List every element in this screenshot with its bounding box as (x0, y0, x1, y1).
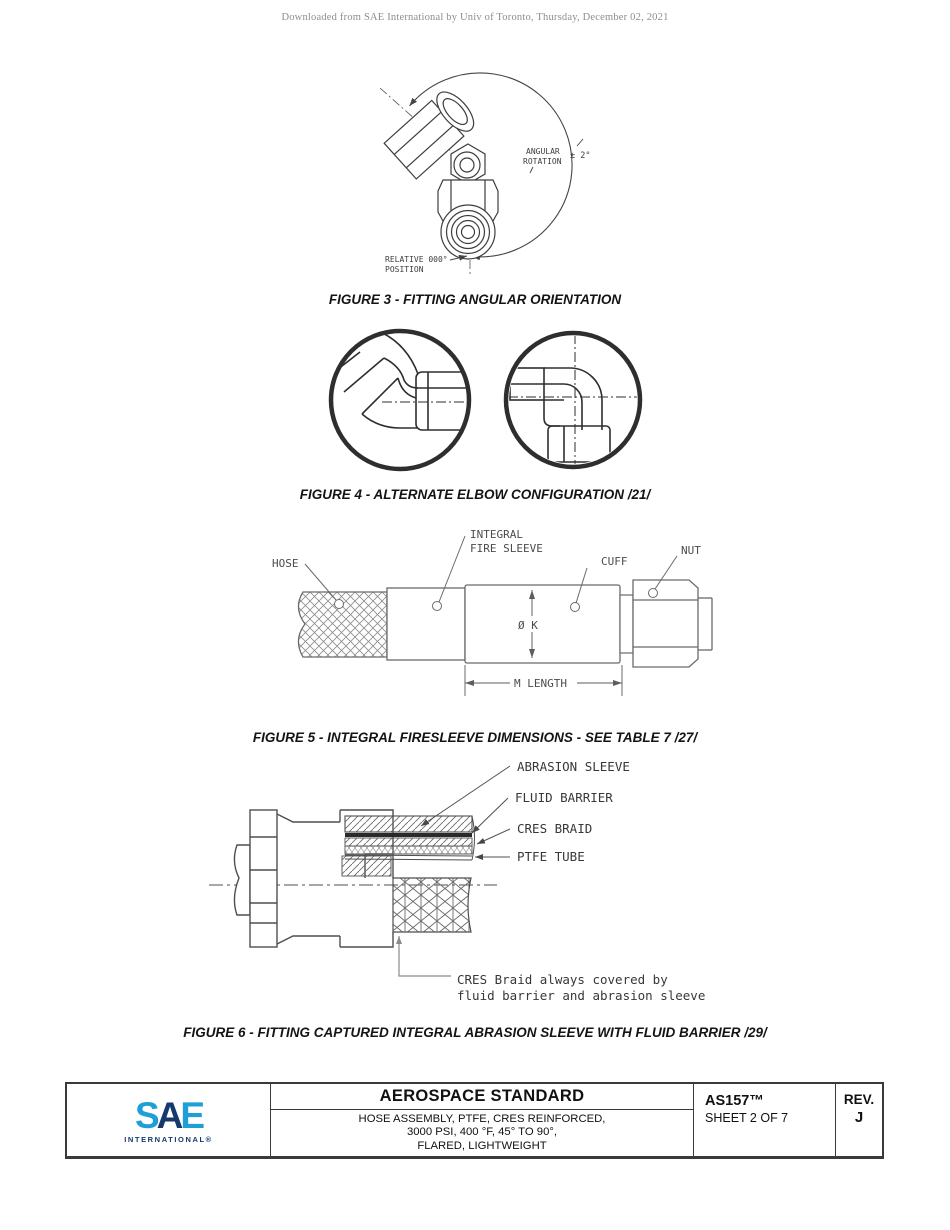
sae-letter-a: A (156, 1094, 181, 1136)
elbow-45-detail (324, 330, 470, 469)
nut-label: NUT (681, 544, 701, 557)
title-block (65, 1082, 884, 1159)
abrasion-sleeve-band (345, 816, 472, 832)
cuff-label: CUFF (601, 555, 628, 568)
nut-section (633, 580, 712, 667)
angular-rotation-label-line2: ROTATION (523, 157, 562, 166)
description-line2: 3000 PSI, 400 °F, 45° TO 90°, (406, 1126, 558, 1139)
logo-cell (67, 1084, 270, 1156)
figure3-drawing (330, 60, 660, 290)
hose-layers (345, 816, 475, 860)
revision-label: REV. (843, 1092, 875, 1107)
angular-rotation-label-line1: ANGULAR (526, 147, 560, 156)
relative-position-label-line1: RELATIVE 000° (385, 255, 448, 264)
abrasion-sleeve-label: ABRASION SLEEVE (517, 759, 630, 774)
download-note: Downloaded from SAE International by Univ of Toronto, Thursday, December 02, 2021 (281, 12, 669, 23)
cuff-section (465, 585, 620, 663)
m-length-label: M LENGTH (514, 677, 567, 690)
document-number: AS157™ (705, 1093, 764, 1109)
ptfe-tube-label: PTFE TUBE (517, 849, 585, 864)
braid-note-line2: fluid barrier and abrasion sleeve (457, 988, 706, 1003)
figure5-caption: FIGURE 5 - INTEGRAL FIRESLEEVE DIMENSIONS - SEE TABLE 7 /27/ (252, 730, 698, 745)
m-length-dimension (465, 665, 622, 696)
angular-tolerance-label: ± 2° (570, 151, 591, 161)
fitting-lower-nut (438, 180, 498, 259)
figure6-labels (457, 759, 705, 1003)
figure5-drawing (265, 520, 715, 705)
elbow-90-detail (506, 333, 640, 467)
figure3-caption: FIGURE 3 - FITTING ANGULAR ORIENTATION (328, 292, 622, 307)
fire-sleeve-section (387, 588, 465, 660)
fitting-middle-hex (451, 144, 485, 184)
outer-hatch-band (345, 838, 472, 846)
document-number-cell (694, 1084, 835, 1156)
braid-note-line1: CRES Braid always covered by (457, 972, 668, 987)
standard-description (271, 1110, 693, 1156)
sae-letter-s: S (134, 1094, 157, 1136)
relative-position-label-line2: POSITION (385, 265, 424, 274)
sae-logo-subtext: INTERNATIONAL® (124, 1134, 213, 1144)
description-line1: HOSE ASSEMBLY, PTFE, CRES REINFORCED, (358, 1112, 606, 1125)
standard-type-heading: AEROSPACE STANDARD (271, 1084, 693, 1110)
note-leader-line (399, 936, 451, 976)
cres-braid-label: CRES BRAID (517, 821, 593, 836)
revision-cell (835, 1084, 882, 1156)
revision-value: J (854, 1109, 864, 1126)
diameter-k-label: Ø K (518, 619, 538, 632)
fire-sleeve-label-line1: INTEGRAL (470, 528, 523, 541)
sae-logo (124, 1094, 213, 1144)
fire-sleeve-label-line2: FIRE SLEEVE (470, 542, 543, 555)
exposed-braid (393, 878, 471, 932)
sheet-info: SHEET 2 OF 7 (705, 1111, 789, 1125)
figure6-drawing (205, 752, 750, 1014)
neck-section (620, 595, 633, 653)
figure5-labels (272, 528, 701, 570)
fluid-barrier-label: FLUID BARRIER (515, 790, 613, 805)
description-line3: FLARED, LIGHTWEIGHT (417, 1139, 547, 1152)
sae-letter-e: E (180, 1094, 203, 1136)
fluid-barrier-band (345, 833, 472, 837)
cres-braid-band (345, 846, 472, 854)
hose-label: HOSE (272, 557, 299, 570)
figure6-caption: FIGURE 6 - FITTING CAPTURED INTEGRAL ABRASION SLEEVE WITH FLUID BARRIER /29/ (183, 1025, 767, 1040)
sae-logo-letters (124, 1094, 213, 1136)
standard-title-cell (270, 1084, 694, 1156)
figure4-drawing (320, 322, 650, 477)
figure4-caption: FIGURE 4 - ALTERNATE ELBOW CONFIGURATION /21/ (299, 487, 651, 502)
